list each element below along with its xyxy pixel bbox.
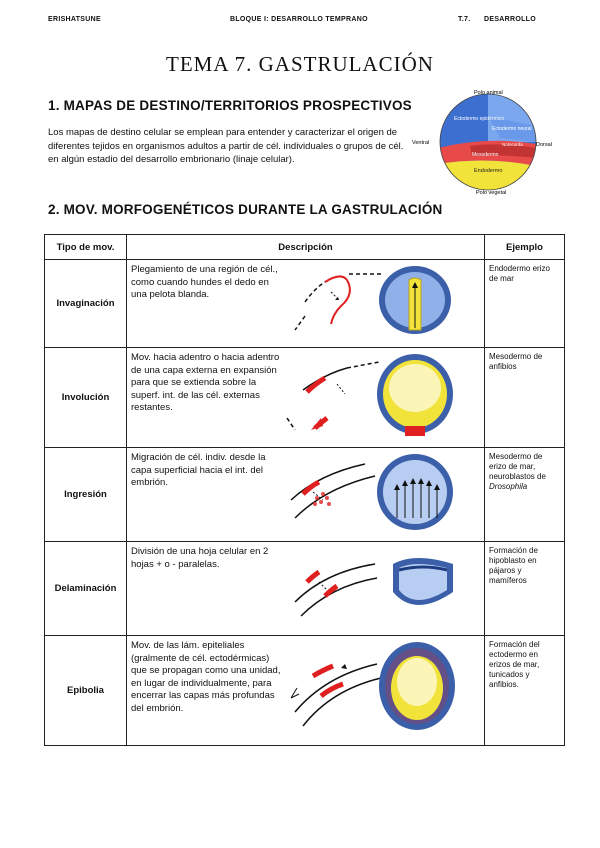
table-row — [45, 636, 565, 746]
example-italic: Drosophila — [489, 482, 528, 491]
section2-heading: 2. MOV. MORFOGENÉTICOS DURANTE LA GASTRULACIÓN — [48, 202, 443, 217]
header-right-num: T.7. — [458, 16, 471, 23]
header-center: BLOQUE I: DESARROLLO TEMPRANO — [230, 16, 368, 23]
fate-map — [410, 86, 558, 198]
row-desc: Migración de cél. indiv. desde la capa superficial hacia el int. del embrión. — [131, 452, 266, 488]
col-type: Tipo de mov. — [45, 235, 127, 260]
row-example: Mesodermo de anfibios — [485, 348, 565, 448]
row-desc: Mov. hacia adentro o hacia adentro de una capa externa en expansión para que se extienda sobre la superf. int. de las cél. externas restantes. — [131, 352, 280, 413]
table-row — [45, 348, 565, 448]
table-row — [45, 542, 565, 636]
table-header-row — [45, 235, 565, 260]
row-example: Formación de hipoblasto en pájaros y mamíferos — [485, 542, 565, 636]
col-desc: Descripción — [127, 235, 485, 260]
row-desc: División de una hoja celular en 2 hojas + o - paralelas. — [131, 546, 269, 570]
ventral-label: Ventral — [412, 140, 430, 146]
row-desc: Plegamiento de una región de cél., como cuando hundes el dedo en una pelota blanda. — [131, 264, 278, 300]
region-ecto-neural: Ectodermo neural — [492, 126, 532, 132]
row-type: Invaginación — [45, 260, 127, 348]
header-left: ERISHATSUNE — [48, 16, 101, 23]
table-row — [45, 448, 565, 542]
invagination-diagram — [285, 260, 484, 347]
section1-heading: 1. MAPAS DE DESTINO/TERRITORIOS PROSPECTIVOS — [48, 98, 412, 113]
region-notocorda: Notocorda — [502, 142, 523, 147]
row-type: Delaminación — [45, 542, 127, 636]
region-ecto-epi: Ectodermo epidérmico — [454, 116, 505, 122]
row-example — [485, 448, 565, 542]
epiboly-diagram — [285, 636, 484, 745]
table-row — [45, 260, 565, 348]
row-example: Formación del ectodermo en erizos de mar, tunicados y anfibios. — [485, 636, 565, 746]
section1-text: Los mapas de destino celular se emplean para entender y caracterizar el origen de diferentes tejidos en organismos adultos a partir de cél. individuales o grupos de cél. en algún estadio del desarrollo embrionario (linaje celular). — [48, 127, 404, 165]
row-type: Involución — [45, 348, 127, 448]
pole-animal-label: Polo animal — [474, 90, 503, 96]
region-meso: Mesodermo — [472, 152, 499, 158]
delamination-diagram — [285, 542, 484, 635]
ingression-diagram — [285, 448, 484, 541]
col-example: Ejemplo — [485, 235, 565, 260]
page-title: TEMA 7. GASTRULACIÓN — [166, 52, 434, 76]
row-example: Endodermo erizo de mar — [485, 260, 565, 348]
row-type: Ingresión — [45, 448, 127, 542]
row-type: Epibolia — [45, 636, 127, 746]
example-text: Mesodermo de erizo de mar, neuroblastos de — [489, 452, 546, 481]
pole-vegetal-label: Polo vegetal — [476, 190, 507, 196]
dorsal-label: Dorsal — [536, 142, 552, 148]
row-desc: Mov. de las lám. epiteliales (gralmente de cél. ectodérmicas) que se propagan como una unidad, en lugar de individualmente, para encerrar las capas más profundas del embrión. — [131, 640, 281, 714]
header-right: DESARROLLO — [484, 16, 536, 23]
movements-table — [44, 234, 565, 746]
region-endo: Endodermo — [474, 168, 503, 174]
involution-diagram — [285, 348, 484, 447]
